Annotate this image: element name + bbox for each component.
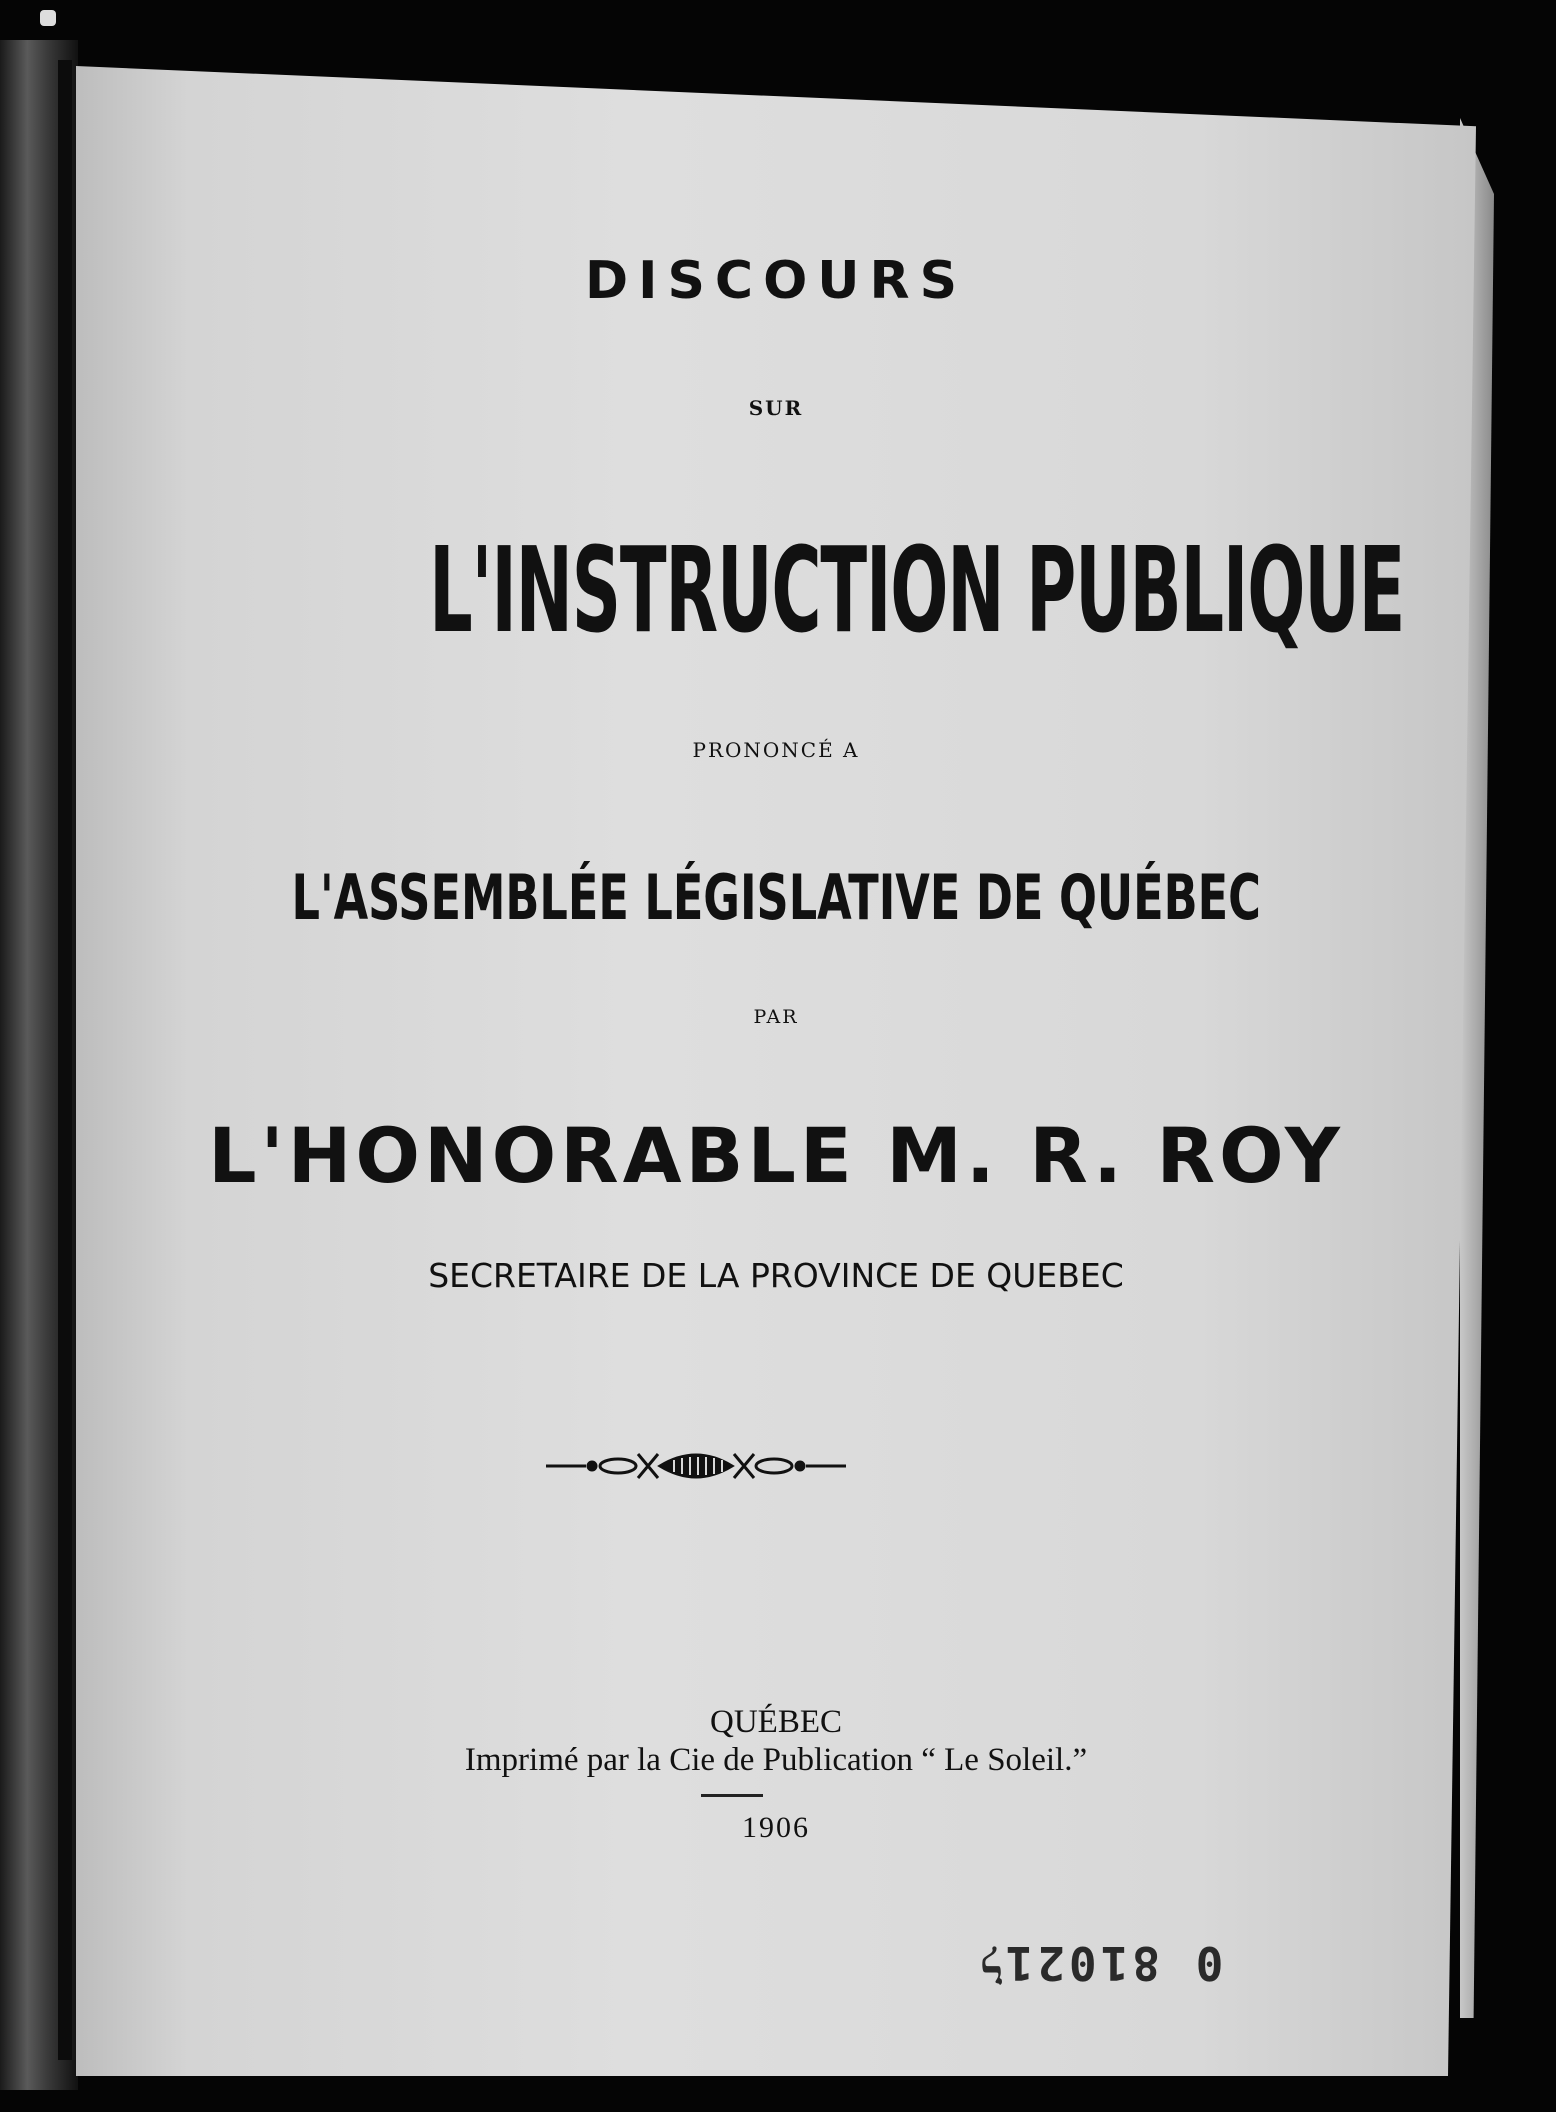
heading-discours: DISCOURS xyxy=(584,251,968,311)
imprint-city: QUÉBEC xyxy=(710,1704,842,1740)
main-title xyxy=(76,521,1476,659)
author-title: SECRETAIRE DE LA PROVINCE DE QUEBEC xyxy=(428,1256,1124,1295)
spine-edge xyxy=(58,60,72,2060)
library-stamp-number: 0 81ל021 xyxy=(976,1936,1224,1990)
ornament-icon xyxy=(546,1444,946,1488)
imprint-year: 1906 xyxy=(742,1811,810,1844)
imprint-rule xyxy=(701,1794,763,1797)
word-par: PAR xyxy=(753,1006,799,1028)
word-prononce: PRONONCÉ A xyxy=(692,738,860,762)
author-name: L'HONORABLE M. R. ROY xyxy=(208,1111,1344,1200)
corner-speck xyxy=(40,10,56,26)
assembly-name-text: L'ASSEMBLÉE LÉGISLATIVE DE QUÉBEC xyxy=(291,861,1261,934)
title-page-content xyxy=(76,66,1476,2076)
assembly-name xyxy=(76,861,1476,934)
main-title-text: L'INSTRUCTION PUBLIQUE xyxy=(429,521,1405,659)
word-sur: SUR xyxy=(748,396,804,420)
imprint-printer: Imprimé par la Cie de Publication “ Le Soleil.” xyxy=(464,1742,1088,1778)
